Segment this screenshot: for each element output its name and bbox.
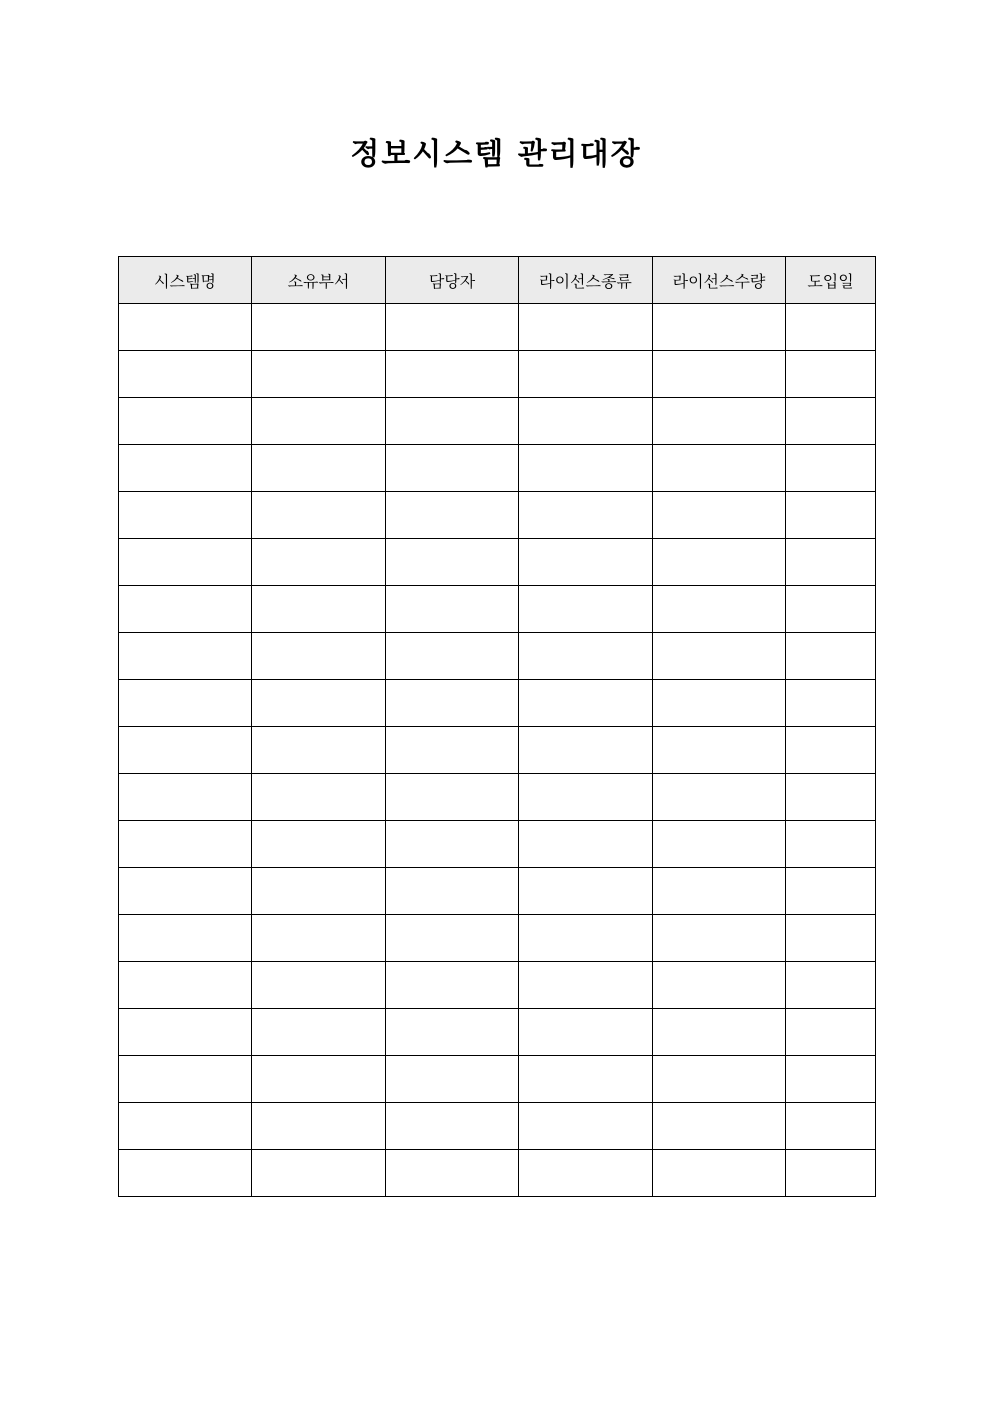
license-quantity-cell (653, 1009, 786, 1056)
table-body (119, 304, 876, 1197)
owner-department-cell (252, 868, 386, 915)
owner-department-cell (252, 1056, 386, 1103)
system-name-cell (119, 445, 252, 492)
owner-department-cell (252, 1103, 386, 1150)
owner-department-cell (252, 1009, 386, 1056)
table-row (119, 539, 876, 586)
introduction-date-cell (786, 821, 876, 868)
introduction-date-cell (786, 774, 876, 821)
table-row (119, 492, 876, 539)
license-quantity-cell (653, 962, 786, 1009)
management-register-table (118, 256, 876, 1197)
introduction-date-cell (786, 680, 876, 727)
license-quantity-cell (653, 492, 786, 539)
license-quantity-cell (653, 304, 786, 351)
person-in-charge-cell (386, 1056, 519, 1103)
introduction-date-cell (786, 915, 876, 962)
introduction-date-cell (786, 304, 876, 351)
owner-department-cell (252, 680, 386, 727)
person-in-charge-cell (386, 1103, 519, 1150)
system-name-cell (119, 727, 252, 774)
owner-department-cell (252, 774, 386, 821)
system-name-cell (119, 539, 252, 586)
owner-department-cell (252, 586, 386, 633)
table-row (119, 868, 876, 915)
license-quantity-cell (653, 633, 786, 680)
license-type-cell (519, 1056, 653, 1103)
system-name-cell (119, 680, 252, 727)
introduction-date-cell (786, 398, 876, 445)
person-in-charge-cell (386, 633, 519, 680)
license-quantity-cell (653, 1103, 786, 1150)
person-in-charge-cell (386, 351, 519, 398)
table-row (119, 398, 876, 445)
owner-department-cell (252, 727, 386, 774)
system-name-cell (119, 1150, 252, 1197)
license-quantity-cell (653, 868, 786, 915)
license-type-cell (519, 586, 653, 633)
introduction-date-cell (786, 727, 876, 774)
introduction-date-cell (786, 1056, 876, 1103)
table-row (119, 727, 876, 774)
system-name-cell (119, 1056, 252, 1103)
table-row (119, 351, 876, 398)
system-name-cell (119, 868, 252, 915)
owner-department-cell (252, 539, 386, 586)
page-title: 정보시스템 관리대장 (350, 137, 642, 172)
introduction-date-cell (786, 351, 876, 398)
person-in-charge-cell (386, 868, 519, 915)
header-license-type: 라이선스종류 (519, 257, 653, 304)
license-quantity-cell (653, 727, 786, 774)
introduction-date-cell (786, 445, 876, 492)
owner-department-cell (252, 915, 386, 962)
person-in-charge-cell (386, 774, 519, 821)
header-person-in-charge: 담당자 (386, 257, 519, 304)
person-in-charge-cell (386, 539, 519, 586)
owner-department-cell (252, 1150, 386, 1197)
system-name-cell (119, 821, 252, 868)
header-license-quantity: 라이선스수량 (653, 257, 786, 304)
license-type-cell (519, 868, 653, 915)
table-row (119, 962, 876, 1009)
license-type-cell (519, 398, 653, 445)
license-type-cell (519, 1009, 653, 1056)
introduction-date-cell (786, 633, 876, 680)
license-type-cell (519, 492, 653, 539)
license-type-cell (519, 1150, 653, 1197)
introduction-date-cell (786, 539, 876, 586)
license-quantity-cell (653, 915, 786, 962)
license-quantity-cell (653, 774, 786, 821)
table-row (119, 774, 876, 821)
owner-department-cell (252, 445, 386, 492)
introduction-date-cell (786, 492, 876, 539)
table-row (119, 1009, 876, 1056)
person-in-charge-cell (386, 821, 519, 868)
system-name-cell (119, 962, 252, 1009)
table-header-row (119, 257, 876, 304)
table-row (119, 1150, 876, 1197)
owner-department-cell (252, 821, 386, 868)
table-row (119, 633, 876, 680)
license-quantity-cell (653, 586, 786, 633)
table-row (119, 1056, 876, 1103)
table-row (119, 1103, 876, 1150)
license-type-cell (519, 351, 653, 398)
license-type-cell (519, 962, 653, 1009)
owner-department-cell (252, 962, 386, 1009)
system-name-cell (119, 1009, 252, 1056)
header-owner-department: 소유부서 (252, 257, 386, 304)
person-in-charge-cell (386, 962, 519, 1009)
license-type-cell (519, 1103, 653, 1150)
owner-department-cell (252, 351, 386, 398)
table-row (119, 445, 876, 492)
system-name-cell (119, 492, 252, 539)
license-type-cell (519, 539, 653, 586)
license-quantity-cell (653, 445, 786, 492)
person-in-charge-cell (386, 445, 519, 492)
system-name-cell (119, 586, 252, 633)
person-in-charge-cell (386, 1009, 519, 1056)
license-quantity-cell (653, 398, 786, 445)
table-row (119, 821, 876, 868)
license-quantity-cell (653, 351, 786, 398)
introduction-date-cell (786, 586, 876, 633)
introduction-date-cell (786, 1009, 876, 1056)
owner-department-cell (252, 398, 386, 445)
license-quantity-cell (653, 680, 786, 727)
license-quantity-cell (653, 539, 786, 586)
table-row (119, 586, 876, 633)
license-type-cell (519, 633, 653, 680)
license-type-cell (519, 915, 653, 962)
introduction-date-cell (786, 868, 876, 915)
system-name-cell (119, 774, 252, 821)
person-in-charge-cell (386, 398, 519, 445)
person-in-charge-cell (386, 1150, 519, 1197)
owner-department-cell (252, 304, 386, 351)
person-in-charge-cell (386, 586, 519, 633)
license-type-cell (519, 821, 653, 868)
table-row (119, 915, 876, 962)
person-in-charge-cell (386, 680, 519, 727)
license-type-cell (519, 680, 653, 727)
introduction-date-cell (786, 1150, 876, 1197)
license-quantity-cell (653, 1056, 786, 1103)
person-in-charge-cell (386, 915, 519, 962)
system-name-cell (119, 304, 252, 351)
introduction-date-cell (786, 1103, 876, 1150)
system-name-cell (119, 351, 252, 398)
header-introduction-date: 도입일 (786, 257, 876, 304)
owner-department-cell (252, 492, 386, 539)
license-quantity-cell (653, 821, 786, 868)
person-in-charge-cell (386, 727, 519, 774)
license-type-cell (519, 445, 653, 492)
license-quantity-cell (653, 1150, 786, 1197)
system-name-cell (119, 915, 252, 962)
person-in-charge-cell (386, 304, 519, 351)
system-name-cell (119, 1103, 252, 1150)
system-name-cell (119, 398, 252, 445)
header-system-name: 시스템명 (119, 257, 252, 304)
person-in-charge-cell (386, 492, 519, 539)
table-row (119, 304, 876, 351)
license-type-cell (519, 727, 653, 774)
table-row (119, 680, 876, 727)
license-type-cell (519, 304, 653, 351)
license-type-cell (519, 774, 653, 821)
system-name-cell (119, 633, 252, 680)
introduction-date-cell (786, 962, 876, 1009)
owner-department-cell (252, 633, 386, 680)
